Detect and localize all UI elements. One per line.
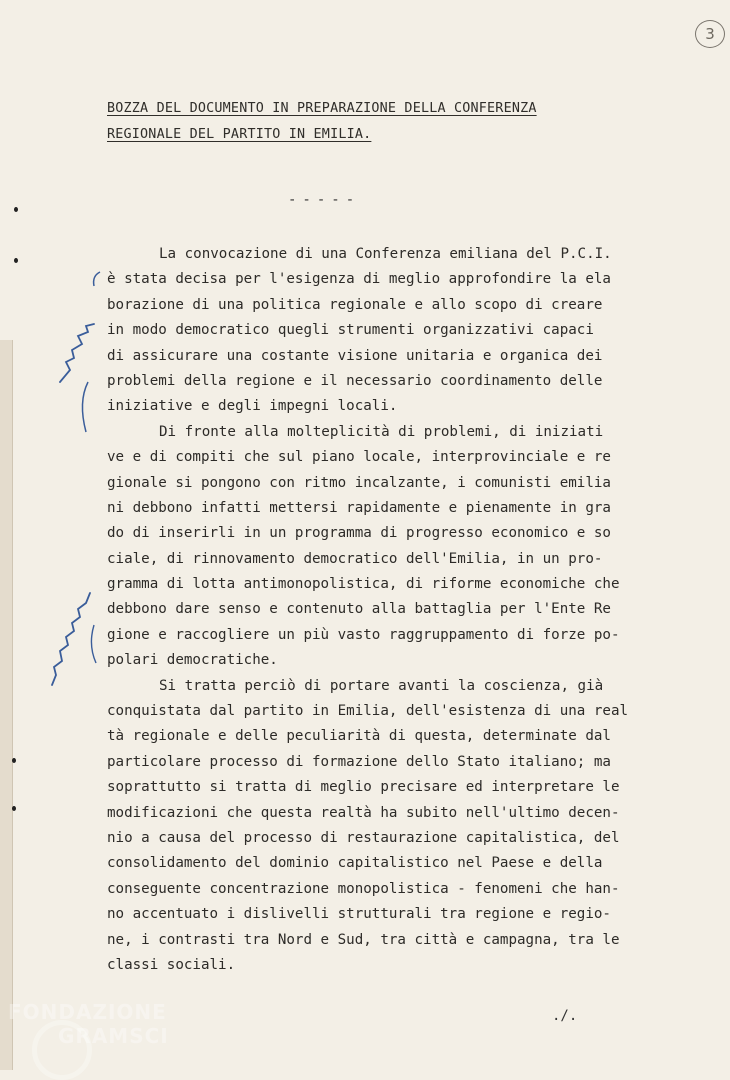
text-line: tà regionale e delle peculiarità di questa, determinate dal [107, 728, 611, 745]
text-line: conquistata dal partito in Emilia, dell'esistenza di una real [107, 703, 629, 720]
handwritten-margin-note [44, 585, 104, 695]
text-line: consolidamento del dominio capitalistico nel Paese e della [107, 855, 603, 872]
watermark-line1: FONDAZIONE [8, 1000, 167, 1024]
text-line: gionale si pongono con ritmo incalzante, i comunisti emilia [107, 474, 611, 491]
text-line: nio a causa del processo di restaurazione capitalistica, del [107, 829, 620, 846]
text-line: in modo democratico quegli strumenti organizzativi capaci [107, 322, 594, 339]
text-line: ni debbono infatti mettersi rapidamente e pienamente in gra [107, 499, 611, 516]
text-line: iniziative e degli impegni locali. [107, 398, 398, 415]
page-edge-strip [0, 340, 13, 1070]
text-line: Si tratta perciò di portare avanti la coscienza, già [159, 677, 604, 694]
text-line: conseguente concentrazione monopolistica - fenomeni che han- [107, 880, 620, 897]
text-line: Di fronte alla molteplicità di problemi, di iniziati [159, 423, 604, 440]
text-line: soprattutto si tratta di meglio precisare ed interpretare le [107, 779, 620, 796]
text-line: debbono dare senso e contenuto alla battaglia per l'Ente Re [107, 601, 611, 618]
continuation-mark: ./. [552, 1008, 578, 1024]
title-line: REGIONALE DEL PARTITO IN EMILIA. [107, 127, 372, 142]
text-line: La convocazione di una Conferenza emiliana del P.C.I. [159, 246, 612, 262]
document-title [107, 96, 607, 148]
text-line: modificazioni che questa realtà ha subito nell'ultimo decen- [107, 804, 620, 821]
title-line: BOZZA DEL DOCUMENTO IN PREPARAZIONE DELLA CONFERENZA [107, 101, 537, 116]
text-line: classi sociali. [107, 956, 236, 973]
text-line: borazione di una politica regionale e allo scopo di creare [107, 296, 603, 313]
text-line: no accentuato i dislivelli strutturali tra regione e regio- [107, 906, 611, 923]
punch-hole [12, 758, 16, 763]
separator: ----- [288, 192, 361, 208]
text-line: gramma di lotta antimonopolistica, di riforme economiche che [107, 576, 620, 593]
text-line: ciale, di rinnovamento democratico dell'Emilia, in un pro- [107, 550, 603, 567]
text-line: di assicurare una costante visione unitaria e organica dei [107, 347, 603, 364]
document-body [107, 242, 647, 978]
text-line: gione e raccogliere un più vasto raggruppamento di forze po- [107, 626, 620, 643]
text-line: è stata decisa per l'esigenza di meglio approfondire la ela [107, 271, 611, 288]
text-line: polari democratiche. [107, 652, 278, 669]
punch-hole [14, 207, 18, 212]
watermark-line2: GRAMSCI [58, 1024, 169, 1048]
punch-hole [14, 258, 18, 263]
handwritten-bracket-note [48, 262, 108, 442]
archive-watermark [8, 1000, 208, 1075]
text-line: ve e di compiti che sul piano locale, interprovinciale e re [107, 449, 611, 466]
text-line: particolare processo di formazione dello Stato italiano; ma [107, 753, 611, 770]
page-number: 3 [695, 20, 725, 48]
punch-hole [12, 806, 16, 811]
text-line: ne, i contrasti tra Nord e Sud, tra città e campagna, tra le [107, 931, 620, 948]
text-line: do di inserirli in un programma di progresso economico e so [107, 525, 611, 542]
text-line: problemi della regione e il necessario coordinamento delle [107, 372, 603, 389]
